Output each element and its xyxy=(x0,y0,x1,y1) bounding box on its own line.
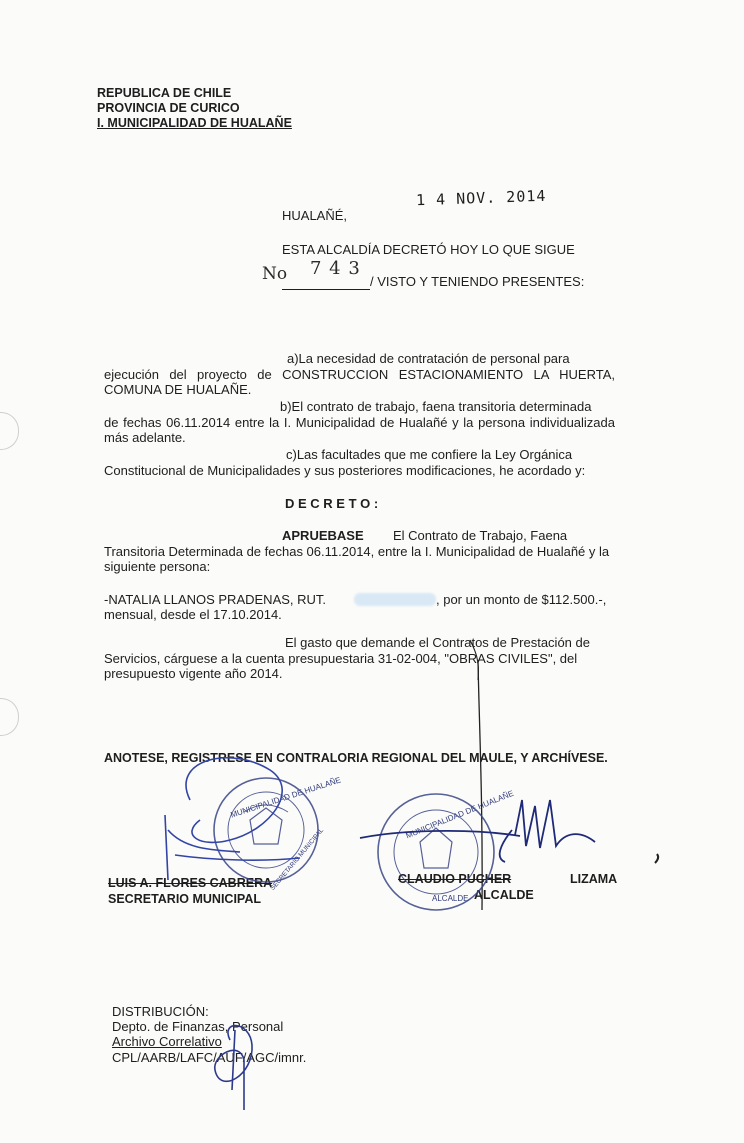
distribution-scribble xyxy=(215,1026,252,1110)
header-republic: REPUBLICA DE CHILE xyxy=(97,86,232,100)
resolution-first: El Contrato de Trabajo, Faena xyxy=(393,528,568,543)
considerando-a-first: a)La necesidad de contratación de personal para xyxy=(287,351,570,366)
distribution-line2: Archivo Correlativo xyxy=(112,1034,222,1049)
left-signer-title: SECRETARIO MUNICIPAL xyxy=(108,892,262,906)
considerando-c-rest: Constitucional de Municipalidades y sus posteriores modificaciones, he acordado y: xyxy=(104,463,586,478)
distribution-line1: Depto. de Finanzas, Personal xyxy=(112,1019,284,1034)
left-seal xyxy=(214,778,318,882)
considerando-c-first: c)Las facultades que me confiere la Ley Orgánica xyxy=(286,447,573,462)
right-signer-surname: LIZAMA xyxy=(570,872,618,886)
right-stamp-text: MUNICIPALIDAD DE HUALAÑE xyxy=(404,788,515,841)
person-amount: , por un monto de $112.500.-, mensual, desde el 17.10.2014. xyxy=(104,592,607,622)
expense-first: El gasto que demande el Contratos de Prestación de xyxy=(285,635,590,650)
right-seal xyxy=(378,794,494,910)
vertical-pen-stroke xyxy=(478,660,482,910)
decree-number: 7 4 3 xyxy=(310,258,361,279)
resolution-keyword: APRUEBASE xyxy=(282,528,364,543)
distribution-line3: CPL/AARB/LAFC/AUF/AGC/imnr. xyxy=(112,1050,307,1065)
resolution-rest: Transitoria Determinada de fechas 06.11.2014, entre la I. Municipalidad de Hualañé y la siguiente persona: xyxy=(104,544,610,574)
decreto-title: D E C R E T O : xyxy=(285,496,379,511)
right-stamp-text2: ALCALDE xyxy=(432,894,469,903)
visto-label: / VISTO Y TENIENDO PRESENTES: xyxy=(370,274,585,289)
right-signer-title: ALCALDE xyxy=(474,888,534,902)
right-signer-name: CLAUDIO PUCHER xyxy=(398,872,512,886)
person-name: -NATALIA LLANOS PRADENAS, RUT. xyxy=(104,592,327,607)
left-stamp-text2: SECRETARIO MUNICIPAL xyxy=(269,827,326,892)
header-municipality: I. MUNICIPALIDAD DE HUALAÑE xyxy=(97,116,292,130)
header-province: PROVINCIA DE CURICO xyxy=(97,101,240,115)
considerando-a-rest: ejecución del proyecto de CONSTRUCCION ESTACIONAMIENTO LA HUERTA, COMUNA DE HUALAÑE. xyxy=(104,367,615,397)
pen-tick xyxy=(470,640,478,680)
margin-mark xyxy=(655,854,658,863)
considerando-b-rest: de fechas 06.11.2014 entre la I. Municipalidad de Hualañé y la persona individualizada más adelante. xyxy=(104,415,615,445)
distribution-title: DISTRIBUCIÓN: xyxy=(112,1004,209,1019)
expense-rest: Servicios, cárguese a la cuenta presupuestaria 31-02-004, "OBRAS CIVILES", del presupuesto vigente año 2014. xyxy=(104,651,578,681)
considerando-b-first: b)El contrato de trabajo, faena transitoria determinada xyxy=(280,399,592,414)
left-signer-name: LUIS A. FLORES CABRERA xyxy=(108,876,273,890)
date-stamp: 1 4 NOV. 2014 xyxy=(415,186,547,210)
closing-text: ANOTESE, REGISTRESE EN CONTRALORIA REGIONAL DEL MAULE, Y ARCHÍVESE. xyxy=(104,751,608,765)
number-prefix: No xyxy=(262,264,288,284)
place: HUALAÑÉ, xyxy=(282,208,348,223)
left-stamp-text: MUNICIPALIDAD DE HUALAÑE xyxy=(229,775,343,820)
preamble: ESTA ALCALDÍA DECRETÓ HOY LO QUE SIGUE xyxy=(282,242,575,257)
